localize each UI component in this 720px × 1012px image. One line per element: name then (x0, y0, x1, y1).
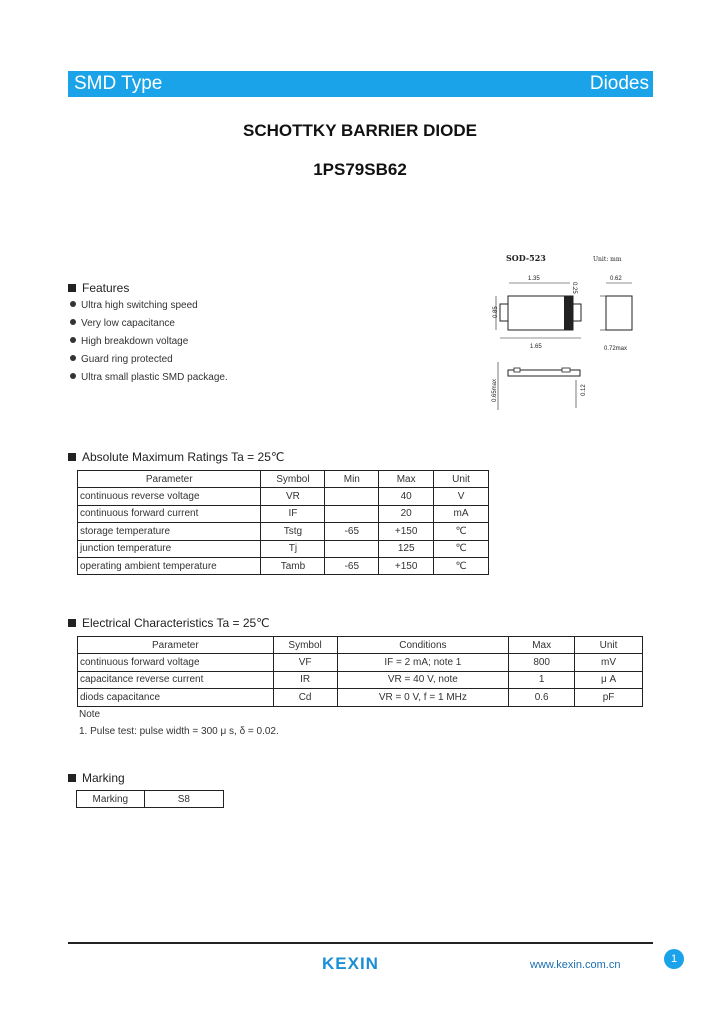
table-row: junction temperature Tj 125 ℃ (78, 540, 489, 557)
dot-bullet-icon (70, 337, 76, 343)
features-heading: Features (68, 281, 129, 295)
table-row: operating ambient temperature Tamb -65 +150 ℃ (78, 557, 489, 574)
table-row: continuous forward voltage VF IF = 2 mA; note 1 800 mV (78, 654, 643, 671)
header-bar (68, 71, 653, 97)
dot-bullet-icon (70, 355, 76, 361)
footer-divider (68, 942, 653, 944)
table-row: Marking S8 (77, 791, 224, 808)
square-bullet-icon (68, 619, 76, 627)
dim-height: 0.85 (493, 306, 499, 318)
dim-lead: 0.12 (581, 384, 587, 396)
abs-max-heading: Absolute Maximum Ratings Ta = 25℃ (68, 450, 284, 464)
table-row: diods capacitance Cd VR = 0 V, f = 1 MHz 0.6 pF (78, 689, 643, 706)
table-row: capacitance reverse current IR VR = 40 V, note 1 μ A (78, 671, 643, 688)
company-logo: KEXIN (322, 954, 379, 973)
marking-table (76, 790, 224, 808)
dim-side-max: 0.72max (604, 346, 628, 352)
elec-table (77, 636, 643, 707)
part-number: 1PS79SB62 (313, 160, 407, 179)
table-header-row: Parameter Symbol Conditions Max Unit (78, 637, 643, 654)
package-unit: Unit: mm (593, 256, 622, 263)
feature-item: High breakdown voltage (70, 336, 188, 347)
square-bullet-icon (68, 284, 76, 292)
abs-max-table (77, 470, 489, 575)
dim-left-max: 0.65max (492, 378, 498, 402)
table-row: storage temperature Tstg -65 +150 ℃ (78, 523, 489, 540)
page-number: 1 (664, 949, 684, 969)
feature-item: Guard ring protected (70, 354, 173, 365)
note-text: 1. Pulse test: pulse width = 300 μ s, δ = 0.02. (79, 726, 279, 737)
square-bullet-icon (68, 453, 76, 461)
dot-bullet-icon (70, 373, 76, 379)
table-header-row: Parameter Symbol Min Max Unit (78, 471, 489, 488)
feature-item: Ultra small plastic SMD package. (70, 372, 228, 383)
dot-bullet-icon (70, 301, 76, 307)
table-row: continuous forward current IF 20 mA (78, 505, 489, 522)
square-bullet-icon (68, 774, 76, 782)
header-type: SMD Type (74, 73, 163, 94)
dim-right: 0.25 (571, 282, 577, 294)
header-category: Diodes (589, 73, 649, 94)
elec-heading: Electrical Characteristics Ta = 25℃ (68, 616, 270, 630)
package-name: SOD-523 (506, 253, 546, 263)
website-link[interactable]: www.kexin.com.cn (530, 959, 621, 971)
feature-item: Ultra high switching speed (70, 300, 198, 311)
note-label: Note (79, 709, 101, 720)
dim-bottom-width: 1.65 (530, 344, 542, 350)
feature-item: Very low capacitance (70, 318, 175, 329)
table-row: continuous reverse voltage VR 40 V (78, 488, 489, 505)
dot-bullet-icon (70, 319, 76, 325)
dim-top-width: 1.35 (528, 276, 540, 282)
marking-heading: Marking (68, 771, 125, 785)
dim-side-width: 0.62 (610, 276, 622, 282)
product-title: SCHOTTKY BARRIER DIODE (243, 121, 477, 140)
package-drawing (480, 250, 640, 420)
